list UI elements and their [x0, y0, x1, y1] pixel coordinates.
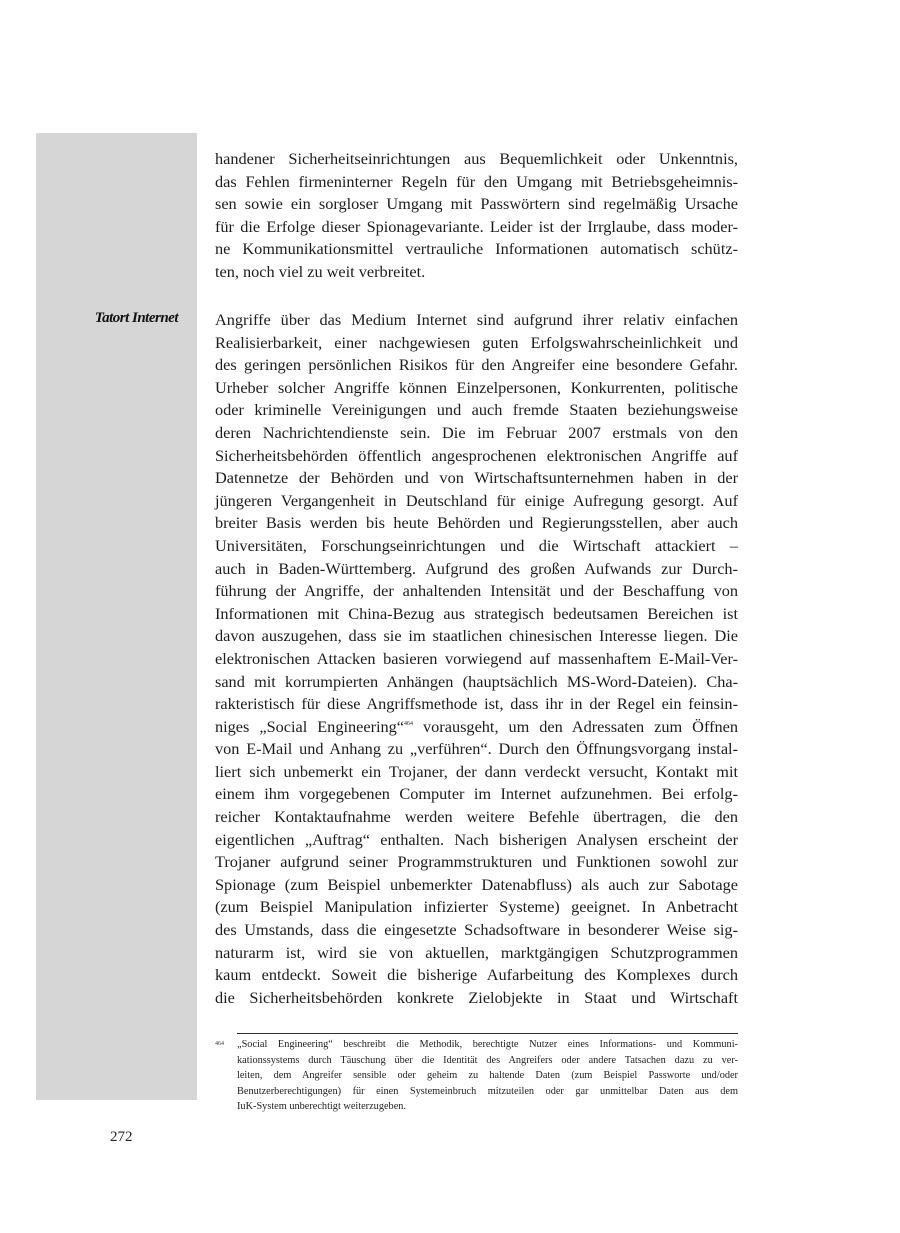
- text-line: handener Sicherheitseinrichtungen aus Bequemlichkeit oder Unkenntnis,: [215, 149, 738, 168]
- text-line: Informationen mit China-Bezug aus strategisch bedeutsamen Bereichen ist: [215, 603, 738, 623]
- footnote-reference[interactable]: 464: [404, 720, 414, 727]
- footnote-line: „Social Engineering“ beschreibt die Methodik, berechtigte Nutzer eines Informations- und Kommuni-: [237, 1039, 738, 1050]
- footnote-line: kationssystems durch Täuschung über die Identität des Angreifers oder andere Tatsachen dazu zu ver-: [237, 1054, 738, 1066]
- text-line: Realisierbarkeit, einer nachgewiesen guten Erfolgswahrscheinlichkeit und: [215, 332, 738, 352]
- text-line: die Sicherheitsbehörden konkrete Zielobjekte in Staat und Wirtschaft: [215, 987, 738, 1007]
- text-line: von E-Mail und Anhang zu „verführen“. Durch den Öffnungsvorgang instal-: [215, 739, 738, 759]
- paragraph-1: [215, 148, 738, 284]
- text-line-with-footnote-ref: [215, 716, 738, 739]
- text-line: Sicherheitsbehörden öffentlich angesprochenen elektronischen Angriffe auf: [215, 445, 738, 465]
- footnote-line: Benutzerberechtigungen) für einen Systemeinbruch mitzuteilen oder gar unmittelbar Daten aus dem: [237, 1085, 738, 1097]
- text-line: Datennetze der Behörden und von Wirtschaftsunternehmen haben in der: [215, 468, 738, 488]
- paragraph-2: [215, 309, 738, 1009]
- text-line: breiter Basis werden bis heute Behörden und Regierungsstellen, aber auch: [215, 513, 738, 533]
- text-line: ne Kommunikationsmittel vertrauliche Informationen automatisch schütz-: [215, 239, 738, 259]
- text-line: führung der Angriffe, der anhaltenden Intensität und der Beschaffung von: [215, 581, 738, 601]
- text-line: davon auszugehen, dass sie im staatlichen chinesischen Interesse liegen. Die: [215, 626, 738, 646]
- text-line: elektronischen Attacken basieren vorwiegend auf massenhaftem E-Mail-Ver-: [215, 648, 738, 668]
- text-line: Trojaner aufgrund seiner Programmstrukturen und Funktionen sowohl zur: [215, 852, 738, 872]
- text-line: Spionage (zum Beispiel unbemerkter Datenabfluss) als auch zur Sabotage: [215, 874, 738, 894]
- text-segment: niges „Social Engineering“: [215, 716, 405, 736]
- text-line: naturarm ist, wird sie von aktuellen, marktgängigen Schutzprogrammen: [215, 942, 738, 962]
- text-line: des Umstands, dass die eingesetzte Schadsoftware in besonderer Weise sig-: [215, 920, 738, 940]
- text-line: deren Nachrichtendienste sein. Die im Februar 2007 erstmals von den: [215, 422, 738, 442]
- footnote-line: leiten, dem Angreifer sensible oder geheim zu haltende Daten (zum Beispiel Passworte und/oder: [237, 1070, 738, 1081]
- text-line: Universitäten, Forschungseinrichtungen und die Wirtschaft attackiert –: [215, 535, 738, 555]
- text-line: sand mit korrumpierten Anhängen (hauptsächlich MS-Word-Dateien). Cha-: [215, 671, 738, 691]
- text-segment: vorausgeht, um den Adressaten zum Öffnen: [413, 716, 738, 736]
- text-line: Angriffe über das Medium Internet sind aufgrund ihrer relativ einfachen: [215, 310, 738, 329]
- footnote-marker: 464: [215, 1041, 224, 1047]
- footnote-line: IuK-System unberechtigt weiterzugeben.: [237, 1101, 406, 1112]
- margin-sidebar: [36, 133, 197, 1100]
- margin-heading: Tatort Internet: [94, 310, 178, 326]
- text-line: sen sowie ein sorgloser Umgang mit Passwörtern sind regelmäßig Ursache: [215, 194, 738, 214]
- text-line: für die Erfolge dieser Spionagevariante. Leider ist der Irrglaube, dass moder-: [215, 216, 738, 236]
- page-number: 272: [110, 1129, 133, 1145]
- text-line: des geringen persönlichen Risikos für den Angreifer eine besondere Gefahr.: [215, 355, 738, 375]
- text-line: liert sich unbemerkt ein Trojaner, der dann verdeckt versucht, Kontakt mit: [215, 761, 738, 781]
- text-line: jüngeren Vergangenheit in Deutschland für einige Aufregung gesorgt. Auf: [215, 490, 738, 510]
- text-line: reicher Kontaktaufnahme werden weitere Befehle übertragen, die den: [215, 807, 738, 827]
- text-line: rakteristisch für diese Angriffsmethode ist, dass ihr in der Regel ein feinsin-: [215, 694, 738, 714]
- text-line: kaum entdeckt. Soweit die bisherige Aufarbeitung des Komplexes durch: [215, 965, 738, 985]
- footnote-text: [237, 1037, 738, 1115]
- text-line: oder kriminelle Vereinigungen und auch fremde Staaten beziehungsweise: [215, 400, 738, 420]
- text-line: das Fehlen firmeninterner Regeln für den Umgang mit Betriebsgeheimnis-: [215, 171, 738, 191]
- text-line: einem ihm vorgegebenen Computer im Internet aufzunehmen. Bei erfolg-: [215, 784, 738, 804]
- text-line: (zum Beispiel Manipulation infizierter Systeme) geeignet. In Anbetracht: [215, 897, 738, 917]
- text-line: auch in Baden-Württemberg. Aufgrund des großen Aufwands zur Durch-: [215, 558, 738, 578]
- text-line: Urheber solcher Angriffe können Einzelpersonen, Konkurrenten, politische: [215, 377, 738, 397]
- text-line: ten, noch viel zu weit verbreitet.: [215, 261, 426, 281]
- text-line: eigentlichen „Auftrag“ enthalten. Nach bisherigen Analysen erscheint der: [215, 829, 738, 849]
- footnote-divider: [237, 1033, 738, 1034]
